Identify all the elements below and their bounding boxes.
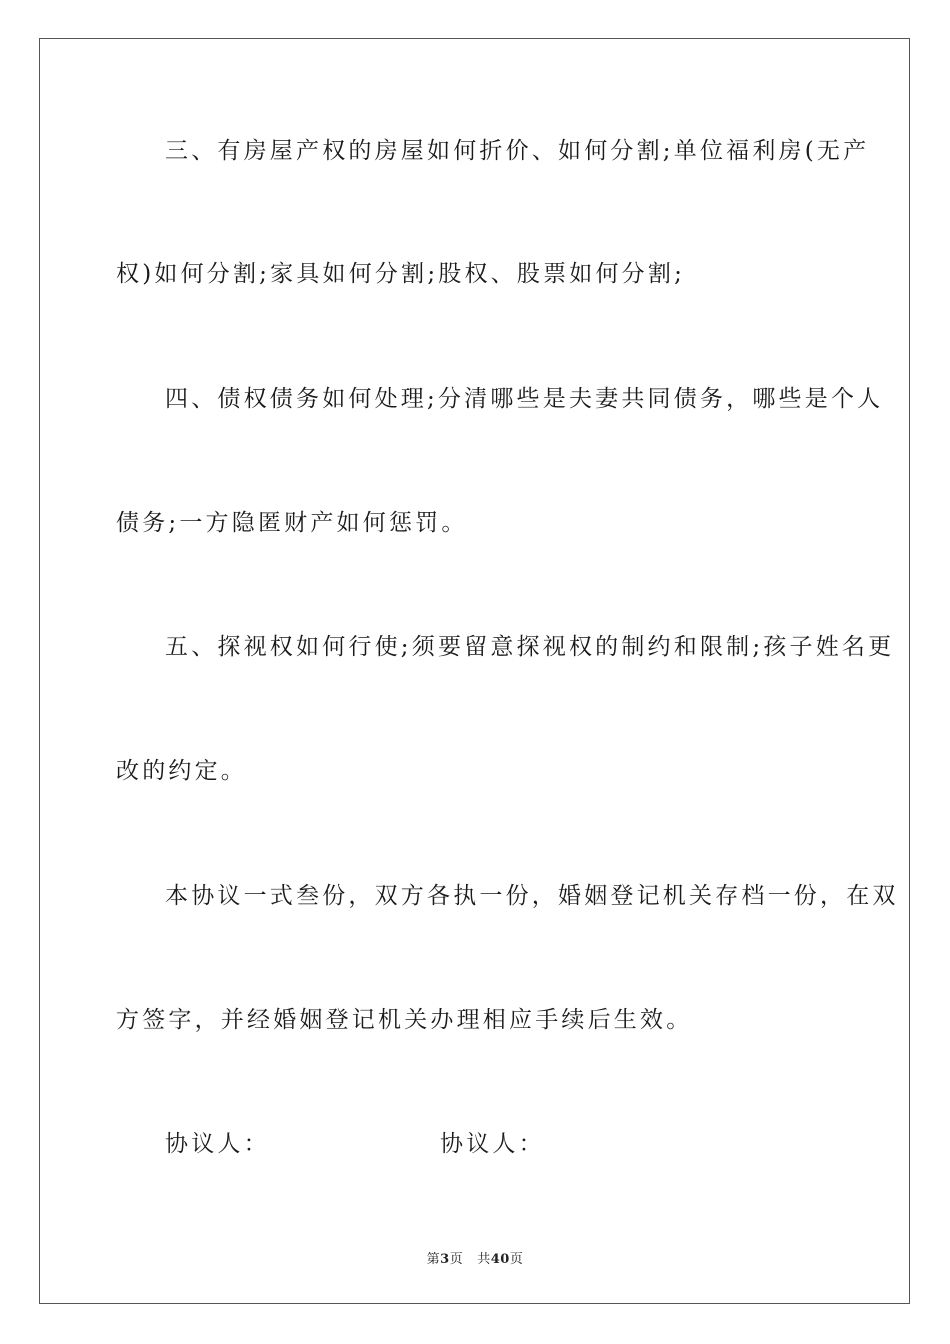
paragraph-5-line-2: 改的约定。	[116, 758, 247, 784]
footer-total-prefix: 共	[477, 1252, 491, 1267]
footer-page-number: 3	[440, 1252, 450, 1267]
signature-left-label: 协议人：	[165, 1131, 270, 1157]
page-footer	[0, 1248, 950, 1267]
signature-right-label: 协议人：	[440, 1131, 545, 1157]
paragraph-5-line-1: 五、探视权如何行使;须要留意探视权的制约和限制;孩子姓名更	[165, 634, 895, 660]
paragraph-4-line-1: 四、债权债务如何处理;分清哪些是夫妻共同债务，哪些是个人	[165, 386, 884, 412]
paragraph-6-line-2: 方签字，并经婚姻登记机关办理相应手续后生效。	[116, 1007, 693, 1033]
page-frame	[39, 38, 910, 1304]
paragraph-4-line-2: 债务;一方隐匿财产如何惩罚。	[116, 510, 468, 536]
footer-prefix: 第	[426, 1252, 441, 1267]
paragraph-6-line-1: 本协议一式叁份，双方各执一份，婚姻登记机关存档一份，在双	[165, 883, 899, 909]
footer-page-suffix: 页	[449, 1252, 464, 1267]
footer-total-pages: 40	[490, 1252, 510, 1267]
paragraph-3-line-2: 权)如何分割;家具如何分割;股权、股票如何分割;	[116, 261, 686, 287]
footer-total-suffix: 页	[509, 1252, 524, 1267]
paragraph-3-line-1: 三、有房屋产权的房屋如何折价、如何分割;单位福利房(无产	[165, 138, 870, 164]
